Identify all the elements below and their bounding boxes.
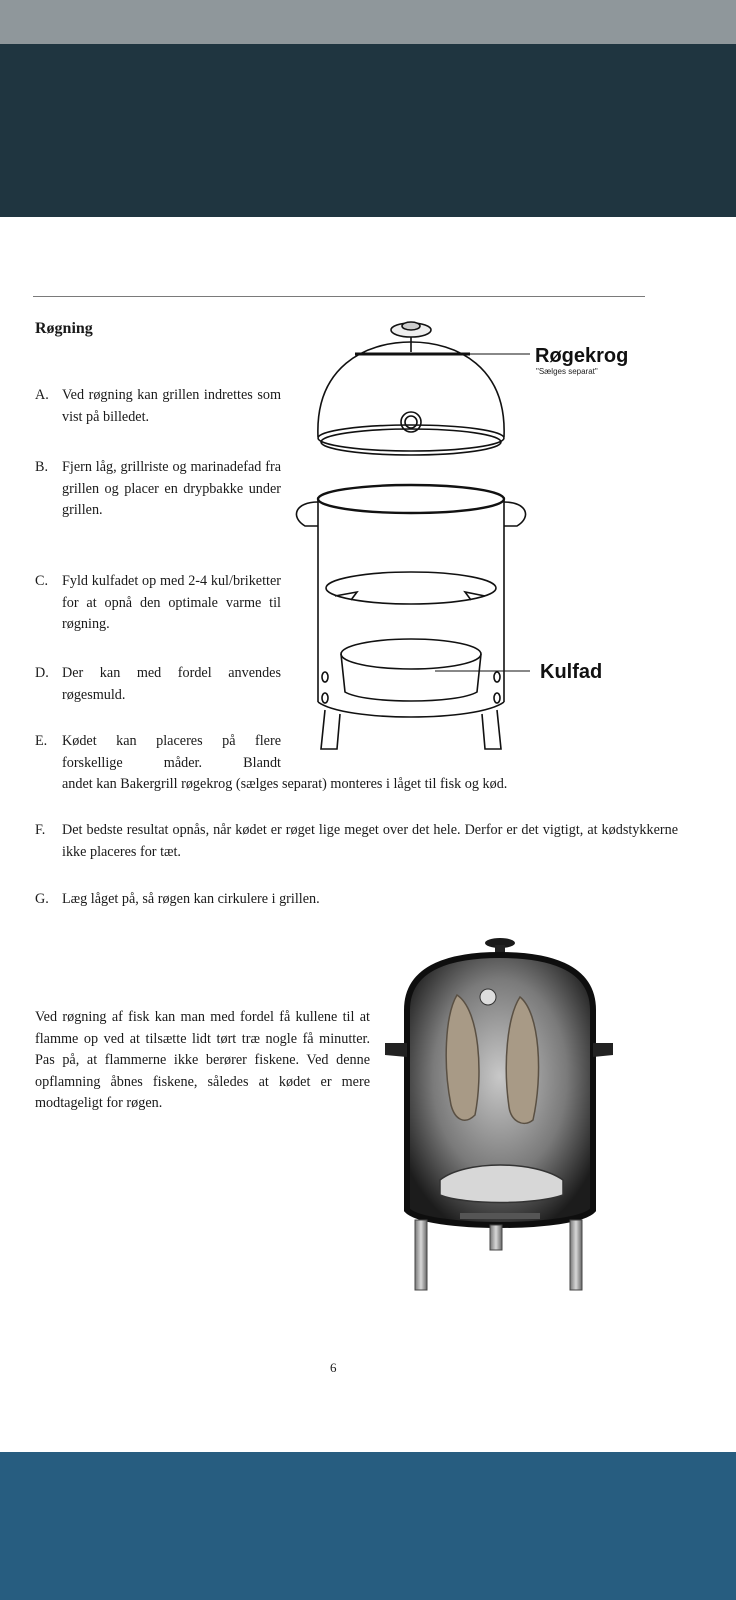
step-letter: A. [35, 387, 49, 403]
right-handle [504, 502, 526, 526]
step-text-part1: Kødet kan placeres på flere forskellige måder. Blandt [62, 733, 281, 771]
step-text: Ved røgning kan grillen indrettes som vist på billedet. [62, 387, 281, 425]
step-letter: D. [35, 665, 49, 681]
step-text: Det bedste resultat opnås, når kødet er røget lige meget over det hele. Derfor er det vigtigt, at kødstykkerne ikke placeres for tæt. [62, 822, 678, 860]
left-handle [296, 502, 318, 526]
section-title: Røgning [35, 320, 93, 337]
step-letter: F. [35, 822, 46, 838]
page-number: 6 [330, 1360, 337, 1375]
step-text: Der kan med fordel anvendes røgesmuld. [62, 665, 281, 703]
step-text: Læg låget på, så røgen kan cirkulere i grillen. [62, 891, 320, 907]
leg [482, 710, 501, 749]
smoker-fish-photo [385, 925, 615, 1310]
step-text-part2: andet kan Bakergrill røgekrog (sælges separat) monteres i låget til fisk og kød. [62, 776, 508, 792]
leg [321, 710, 340, 749]
coal-pan [341, 639, 481, 669]
step-letter: C. [35, 573, 49, 589]
document-page[interactable] [0, 217, 736, 1452]
step-letter: G. [35, 891, 49, 907]
step-letter: E. [35, 733, 48, 749]
status-bar-strip [0, 0, 736, 44]
step-text: Fyld kulfadet op med 2-4 kul/briketter for at opnå den optimale varme til røgning. [62, 573, 281, 632]
viewer-header [0, 44, 736, 217]
header-rule [33, 296, 645, 297]
step-text: Fjern låg, grillriste og marinadefad fra grillen og placer en drypbakke under grillen. [62, 459, 281, 518]
coal-label: Kulfad [540, 661, 603, 683]
body-rim [318, 485, 504, 513]
fish-smoking-tip: Ved røgning af fisk kan man med fordel få kullene til at flamme op ved at tilsætte lidt tørt træ nogle få minutter. Pas på, at flammerne ikke berører fiskene. Ved denne opflamning åbnes fiskene, således at kødet er mere modtageligt for røgen. [35, 1009, 370, 1111]
smoker-diagram [285, 312, 645, 772]
hook-note: "Sælges separat" [536, 367, 598, 376]
step-letter: B. [35, 459, 49, 475]
lid-dome [318, 342, 504, 437]
viewer-footer [0, 1452, 736, 1600]
hook-label: Røgekrog [535, 345, 629, 367]
